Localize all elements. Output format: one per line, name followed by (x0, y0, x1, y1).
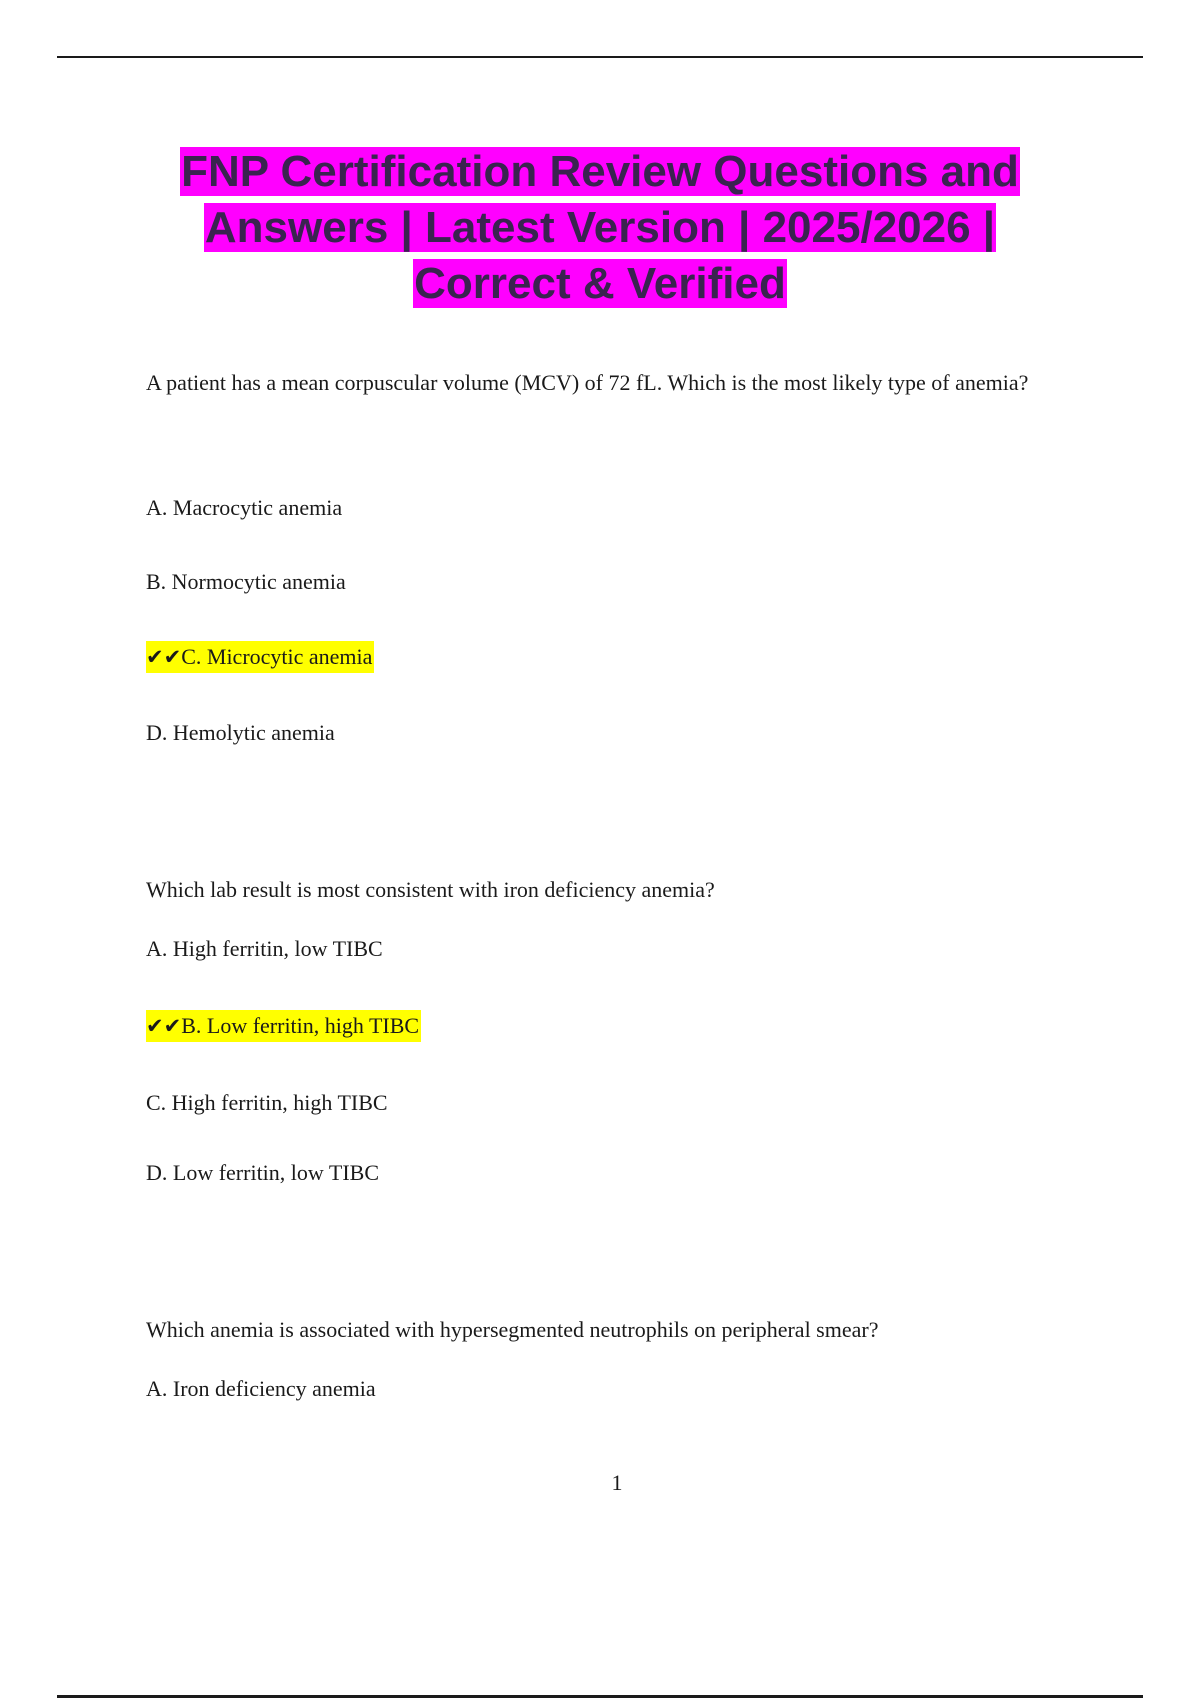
title-line: Answers | Latest Version | 2025/2026 | (204, 203, 996, 252)
footer-rule (57, 1695, 1143, 1698)
document-title (100, 144, 1100, 312)
correct-answer-option (146, 641, 374, 673)
answer-option: A. Iron deficiency anemia (146, 1376, 376, 1401)
correct-answer-option (146, 1010, 421, 1042)
answer-option: C. High ferritin, high TIBC (146, 1090, 388, 1115)
check-icon: ✔✔ (146, 1014, 182, 1038)
answer-option: A. High ferritin, low TIBC (146, 936, 383, 961)
answer-option: A. Macrocytic anemia (146, 495, 343, 520)
answer-option-label: B. Low ferritin, high TIBC (181, 1013, 420, 1038)
title-line: FNP Certification Review Questions and (181, 147, 1019, 196)
title-line: Correct & Verified (414, 259, 786, 308)
answer-option: D. Hemolytic anemia (146, 720, 335, 745)
page-number: 1 (611, 1470, 623, 1495)
check-icon: ✔✔ (146, 645, 182, 669)
answer-option: B. Normocytic anemia (146, 569, 346, 594)
question-text: Which anemia is associated with hypersegmented neutrophils on peripheral smear? (146, 1317, 879, 1342)
answer-option: D. Low ferritin, low TIBC (146, 1160, 380, 1185)
question-text: Which lab result is most consistent with iron deficiency anemia? (146, 877, 715, 902)
question-text: A patient has a mean corpuscular volume (MCV) of 72 fL. Which is the most likely type of anemia? (146, 370, 1029, 395)
header-rule (57, 56, 1143, 58)
answer-option-label: C. Microcytic anemia (181, 644, 373, 669)
